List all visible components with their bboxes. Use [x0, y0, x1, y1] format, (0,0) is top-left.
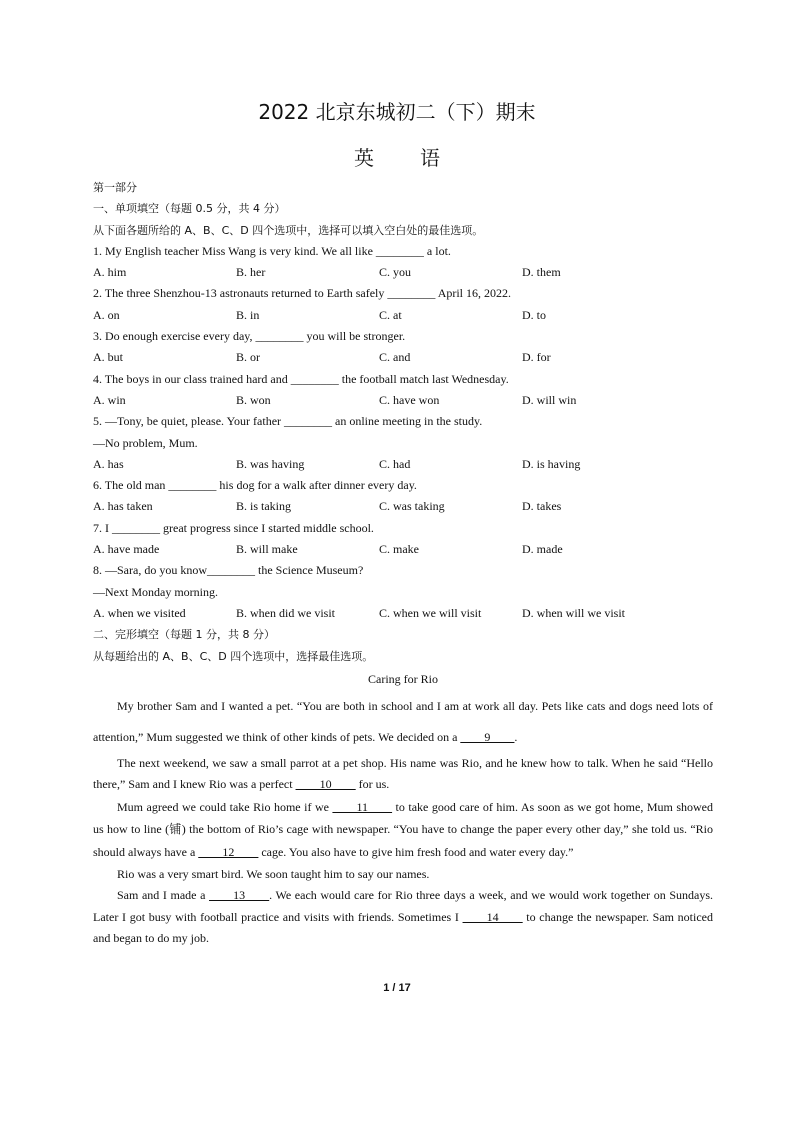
- option-a: A. has: [93, 456, 124, 471]
- option-b: B. won: [236, 392, 271, 407]
- part-label: 第一部分: [93, 181, 137, 194]
- blank-12: ____12____: [198, 845, 259, 860]
- option-c: C. make: [379, 542, 419, 557]
- exam-content: [93, 177, 713, 950]
- blank-9: ____9____: [460, 729, 515, 744]
- option-a: A. him: [93, 265, 127, 280]
- option-b: B. when did we visit: [236, 605, 335, 620]
- option-b: B. will make: [236, 542, 298, 557]
- passage-paragraph-1: My brother Sam and I wanted a pet. “You are both in school and I am at work all day. Pets like cats and dogs need lots of attention,” Mum suggested we think of other kinds of pets. We decided on a ____9____.: [93, 698, 713, 744]
- section2-title: 二、完形填空（每题 1 分，共 8 分）: [93, 628, 275, 642]
- option-row: [93, 262, 713, 283]
- question-list: [93, 241, 713, 624]
- question-stem: 6. The old man ________ his dog for a walk after dinner every day.: [93, 478, 417, 493]
- option-row: [93, 496, 713, 517]
- option-b: B. or: [236, 350, 260, 365]
- option-c: C. you: [379, 265, 412, 280]
- document-title: 2022 北京东城初二（下）期末: [258, 100, 536, 124]
- passage-paragraph-2: The next weekend, we saw a small parrot at a pet shop. His name was Rio, and he knew how to talk. When he said “Hello there,” Sam and I knew Rio was a perfect ____10____ for us.: [93, 755, 713, 792]
- option-b: B. is taking: [236, 499, 292, 514]
- option-c: C. have won: [379, 392, 440, 407]
- option-b: B. was having: [236, 456, 305, 471]
- option-c: C. and: [379, 350, 411, 365]
- subject-char-2: 语: [420, 146, 440, 170]
- option-row: [93, 603, 713, 624]
- option-row: [93, 347, 713, 368]
- question-dialogue-line: —Next Monday morning.: [93, 584, 218, 599]
- option-d: D. when will we visit: [522, 605, 625, 620]
- option-d: D. made: [522, 542, 563, 557]
- option-a: A. when we visited: [93, 605, 186, 620]
- blank-10: ____10____: [295, 777, 356, 792]
- section1-instruction: 从下面各题所给的 A、B、C、D 四个选项中，选择可以填入空白处的最佳选项。: [93, 223, 484, 237]
- option-c: C. when we will visit: [379, 605, 482, 620]
- option-d: D. will win: [522, 392, 577, 407]
- question-stem: 2. The three Shenzhou-13 astronauts returned to Earth safely ________ April 16, 2022.: [93, 286, 512, 301]
- option-d: D. takes: [522, 499, 562, 514]
- subject-heading: [0, 142, 794, 171]
- passage-title: Caring for Rio: [368, 671, 438, 686]
- option-row: [93, 454, 713, 475]
- question-stem: 4. The boys in our class trained hard and ________ the football match last Wednesday.: [93, 371, 509, 386]
- option-a: A. but: [93, 350, 123, 365]
- option-c: C. was taking: [379, 499, 445, 514]
- option-d: D. for: [522, 350, 551, 365]
- passage-paragraph-4: Rio was a very smart bird. We soon taught him to say our names.: [117, 866, 430, 881]
- question-dialogue-line: —No problem, Mum.: [93, 435, 198, 450]
- passage-paragraph-5: Sam and I made a ____13____. We each would care for Rio three days a week, and we would work together on Sundays. Later I got busy with football practice and visits with friends. Sometimes I ____14____ to change the newspaper. Sam noticed and began to do my job.: [93, 888, 713, 946]
- option-c: C. at: [379, 307, 402, 322]
- option-a: A. have made: [93, 542, 160, 557]
- option-c: C. had: [379, 456, 411, 471]
- page-number: 1 / 17: [383, 982, 411, 994]
- option-a: A. win: [93, 392, 126, 407]
- question-stem: 8. —Sara, do you know________ the Science Museum?: [93, 563, 364, 578]
- blank-13: ____13____: [209, 888, 270, 903]
- section1-title: 一、单项填空（每题 0.5 分，共 4 分）: [93, 202, 286, 216]
- question-stem: 5. —Tony, be quiet, please. Your father ________ an online meeting in the study.: [93, 414, 483, 429]
- option-row: [93, 390, 713, 411]
- option-row: [93, 539, 713, 560]
- subject-char-1: 英: [354, 146, 374, 170]
- option-d: D. to: [522, 307, 546, 322]
- option-a: A. on: [93, 307, 120, 322]
- blank-11: ____11____: [332, 799, 393, 814]
- blank-14: ____14____: [462, 909, 523, 924]
- option-a: A. has taken: [93, 499, 153, 514]
- option-row: [93, 305, 713, 326]
- option-d: D. them: [522, 265, 561, 280]
- question-stem: 3. Do enough exercise every day, ________ you will be stronger.: [93, 329, 406, 344]
- passage-paragraph-3: Mum agreed we could take Rio home if we ____11____ to take good care of him. As soon as we got home, Mum showed us how to line (铺) the bottom of Rio’s cage with newspaper. “You have to change the paper every other day,” she told us. “Rio should always have a ____12____ cage. You also have to give him fresh food and water every day.”: [93, 799, 714, 860]
- option-b: B. in: [236, 307, 260, 322]
- option-d: D. is having: [522, 456, 581, 471]
- question-stem: 1. My English teacher Miss Wang is very kind. We all like ________ a lot.: [93, 243, 451, 258]
- question-stem: 7. I ________ great progress since I started middle school.: [93, 520, 374, 535]
- option-b: B. her: [236, 265, 266, 280]
- section2-instruction: 从每题给出的 A、B、C、D 四个选项中，选择最佳选项。: [93, 649, 374, 663]
